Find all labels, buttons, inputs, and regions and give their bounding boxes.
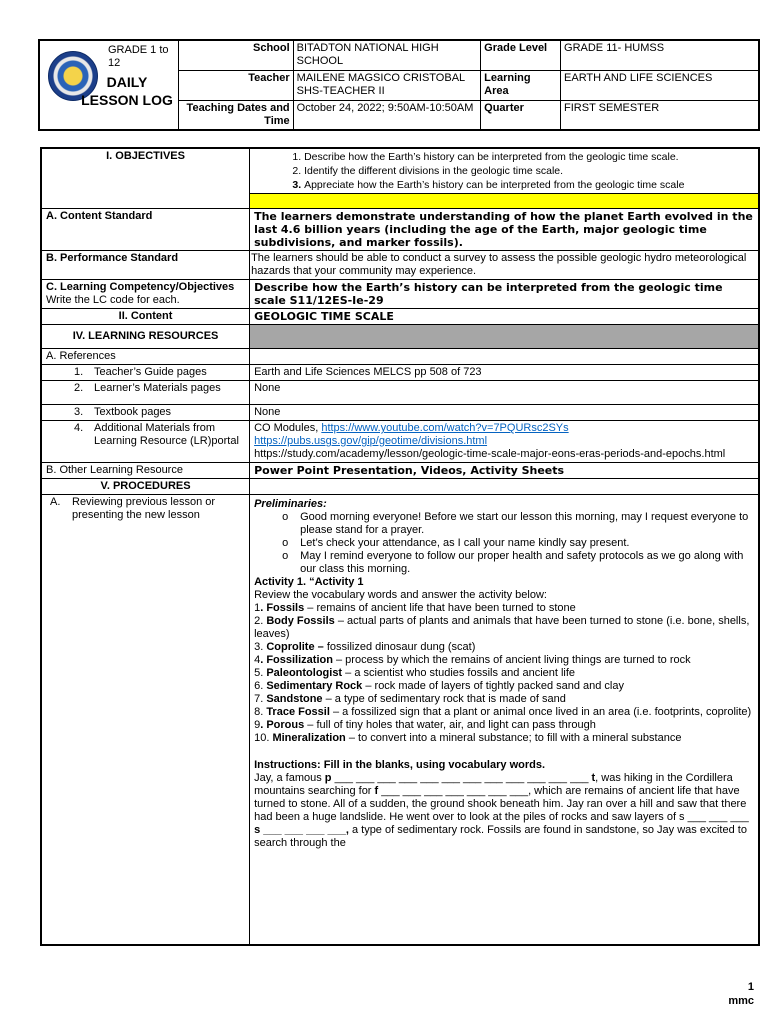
dates-value: October 24, 2022; 9:50AM-10:50AM [293,100,480,130]
vocab-list [254,602,754,745]
tb-label-cell [41,405,250,421]
page-number: 1 [747,981,754,993]
competency-label-cell [41,280,250,309]
page-footer [694,980,754,1008]
learning-area-label: Learning Area [481,70,561,100]
header-logo-cell [39,40,178,130]
competency-sub: Write the LC code for each. [46,294,180,306]
document-title [62,73,192,109]
school-label: School [178,40,293,70]
prelim-item: o May I remind everyone to follow our proper health and safety protocols as we go along with our class this morning. [300,550,754,576]
activity-title: Activity 1. “Activity 1 [254,576,364,588]
tg-num: 1. [74,366,84,378]
tg-label: Teacher’s Guide pages [94,366,207,378]
title-line1: DAILY [106,74,148,90]
lm-label: Learner’s Materials pages [94,382,221,394]
vocab-item: 1. Fossils – remains of ancient life that have been turned to stone [254,602,576,614]
objective-item: 1. Describe how the Earth’s history can be interpreted from the geologic time scale. [304,150,754,164]
usgs-link[interactable]: https://pubs.usgs.gov/gip/geotime/divisions.html [254,435,488,447]
step-a-label-cell [41,495,250,945]
preliminaries-heading: Preliminaries: [254,498,327,510]
vocab-item: 6. Sedimentary Rock – rock made of layers of tightly packed sand and clay [254,680,624,692]
other-resource-label: B. Other Learning Resource [41,463,250,479]
tg-label-cell [41,365,250,381]
author-initials: mmc [728,995,754,1007]
objectives-list [254,150,754,192]
am-prefix: CO Modules, [254,422,322,434]
references-empty [250,349,759,365]
fill-in-story: Jay, a famous p ___ ___ ___ ___ ___ ___ ___ ___ ___ ___ ___ ___ t, was hiking in the Cordillera mountains searching for f ___ ___ ___ ___ ___ ___ ___, which are remains of ancient life that have turned to stone. All of a sudden, the ground shook beneath him. Jay ran over a hill and saw that there had been a huge landslide. He went over to look at the piles of rocks and saw layers of s ___ ___ ___ s ___ ___ ___ ___, a type of sedimentary rock. Fossils are found in sandstone, so Jay was excited to search through the [254,772,749,849]
vocab-item: 7. Sandstone – a type of sedimentary rock that is made of sand [254,693,566,705]
tb-num: 3. [74,406,84,418]
lesson-log-table [40,147,760,946]
step-a-label: Reviewing previous lesson or presenting the new lesson [72,496,216,521]
am-value-cell [250,421,759,463]
am-label: Additional Materials from Learning Resource (LR)portal [94,422,239,447]
lm-label-cell [41,381,250,405]
youtube-link[interactable]: https://www.youtube.com/watch?v=7PQURsc2SYs [321,422,569,434]
vocab-item: 10. Mineralization – to convert into a mineral substance; to fill with a mineral substance [254,732,682,744]
vocab-item: 9. Porous – full of tiny holes that water, air, and light can pass through [254,719,596,731]
content-value: GEOLOGIC TIME SCALE [250,309,759,325]
grade-level-value: GRADE 11- HUMSS [561,40,759,70]
competency-label: C. Learning Competency/Objectives [46,281,235,293]
step-a-content [250,495,759,945]
quarter-value: FIRST SEMESTER [561,100,759,130]
lm-num: 2. [74,382,84,394]
other-resource-value: Power Point Presentation, Videos, Activity Sheets [250,463,759,479]
am-label-cell [41,421,250,463]
teacher-label: Teacher [178,70,293,100]
content-label: II. Content [41,309,250,325]
content-standard-value: The learners demonstrate understanding of how the planet Earth evolved in the last 4.6 billion years (including the age of the Earth, major geologic time subdivisions, and marker fossils). [250,209,759,251]
vocab-item: 8. Trace Fossil – a fossilized sign that a plant or animal once lived in an area (i.e. footprints, coprolite) [254,706,752,718]
procedures-empty [250,479,759,495]
grade-range: GRADE 1 to 12 [108,44,169,69]
objective-item: 3. Appreciate how the Earth’s history can be interpreted from the geologic time scale [304,178,754,192]
lesson-log-header [38,39,760,131]
preliminaries-list [254,511,754,576]
prelim-item: o Good morning everyone! Before we start our lesson this morning, may I request everyone to please stand for a prayer. [300,511,754,537]
learning-area-value: EARTH AND LIFE SCIENCES [561,70,759,100]
resources-label: IV. LEARNING RESOURCES [41,325,250,349]
quarter-label: Quarter [481,100,561,130]
tb-value: None [250,405,759,421]
vocab-item: 3. Coprolite – fossilized dinosaur dung (scat) [254,641,476,653]
prelim-item: o Let’s check your attendance, as I call your name kindly say present. [300,537,754,550]
am-num: 4. [74,422,84,434]
competency-value: Describe how the Earth’s history can be interpreted from the geologic time scale S11/12ES-Ie-29 [250,280,759,309]
grade-level-label: Grade Level [481,40,561,70]
instructions-heading: Instructions: Fill in the blanks, using vocabulary words. [254,759,546,771]
resources-gray-cell [250,325,759,349]
references-label: A. References [41,349,250,365]
tb-label: Textbook pages [94,406,172,418]
vocab-item: 5. Paleontologist – a scientist who studies fossils and ancient life [254,667,576,679]
lm-value: None [250,381,759,405]
vocab-item: 2. Body Fossils – actual parts of plants and animals that have been turned to stone (i.e. bone, shells, leaves) [254,615,750,640]
study-link: https://study.com/academy/lesson/geologic-time-scale-major-eons-eras-periods-and-epochs.html [254,448,726,460]
school-value: BITADTON NATIONAL HIGH SCHOOL [293,40,480,70]
performance-standard-value: The learners should be able to conduct a survey to assess the possible geologic hydro meteorological hazards that your community may experience. [250,251,759,280]
title-line2: LESSON LOG [81,92,173,108]
objectives-label: I. OBJECTIVES [41,148,250,209]
objectives-list-cell [250,148,759,194]
teacher-value: MAILENE MAGSICO CRISTOBAL SHS-TEACHER II [293,70,480,100]
highlight-row [250,194,759,209]
step-a-letter: A. [50,496,61,508]
dates-label: Teaching Dates and Time [178,100,293,130]
content-standard-label: A. Content Standard [41,209,250,251]
vocab-item: 4. Fossilization – process by which the remains of ancient living things are turned to rock [254,654,691,666]
objective-item: 2. Identify the different divisions in the geologic time scale. [304,164,754,178]
activity-intro: Review the vocabulary words and answer the activity below: [254,589,547,601]
performance-standard-label: B. Performance Standard [41,251,250,280]
tg-value: Earth and Life Sciences MELCS pp 508 of 723 [250,365,759,381]
procedures-label: V. PROCEDURES [41,479,250,495]
